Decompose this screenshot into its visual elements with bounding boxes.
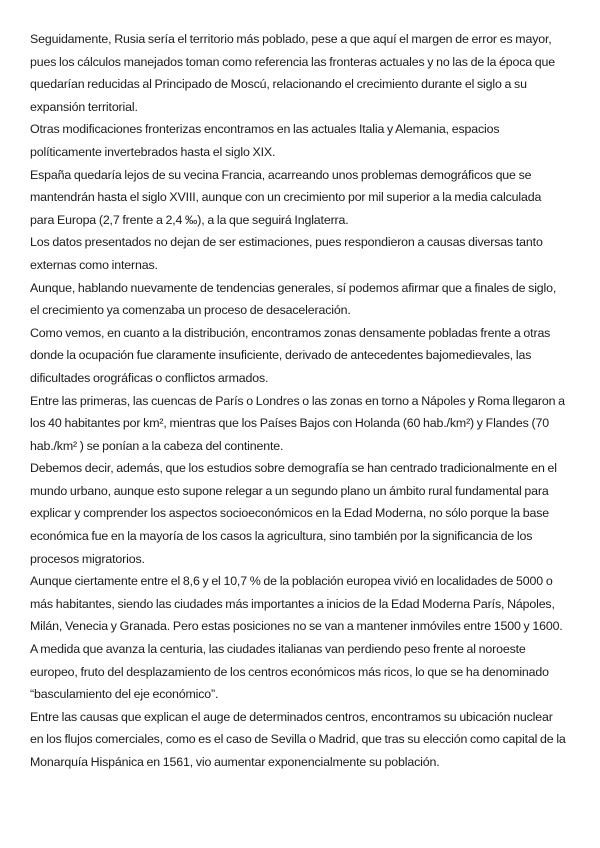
paragraph-mundo-urbano: Debemos decir, además, que los estudios sobre demografía se han centrado tradicionalmente en el mundo urbano, aunque esto supone relegar a un segundo plano un ámbito rural fundamental para explicar y comprender los aspectos socioeconómicos en la Edad Moderna, no sólo porque la base económica fue en la mayoría de los casos la agricultura, sino también por la significancia de los procesos migratorios. (30, 461, 557, 566)
paragraph-italia-alemania: Otras modificaciones fronterizas encontramos en las actuales Italia y Alemania, espacios políticamente invertebrados hasta el siglo XIX. (30, 122, 500, 159)
paragraph-ciudades: Aunque ciertamente entre el 8,6 y el 10,7 % de la población europea vivió en localidades de 5000 o más habitantes, siendo las ciudades más importantes a inicios de la Edad Moderna París, Nápoles, Milán, Venecia y Granada. Pero estas posiciones no se van a mantener inmóviles entre 1500 y 1600. (30, 574, 563, 634)
document-page (30, 28, 568, 774)
paragraph-basculamiento: A medida que avanza la centuria, las ciudades italianas van perdiendo peso frente al noroeste europeo, fruto del desplazamiento de los centros económicos más ricos, lo que se ha denominado “basculamiento del eje económico”. (30, 642, 549, 702)
paragraph-distribucion: Como vemos, en cuanto a la distribución, encontramos zonas densamente pobladas frente a otras donde la ocupación fue claramente insuficiente, derivado de antecedentes bajomedievales, las dificultades orográficas o conflictos armados. (30, 325, 551, 385)
paragraph-sevilla-madrid: Entre las causas que explican el auge de determinados centros, encontramos su ubicación nuclear en los flujos comerciales, como es el caso de Sevilla o Madrid, que tras su elección como capital de la Monarquía Hispánica en 1561, vio aumentar exponencialmente su población. (30, 709, 566, 769)
paragraph-rusia: Seguidamente, Rusia sería el territorio más poblado, pese a que aquí el margen de error es mayor, pues los cálculos manejados toman como referencia las fronteras actuales y no las de la época que quedarían reducidas al Principado de Moscú, relacionando el crecimiento durante el siglo a su expansión territorial. (30, 32, 556, 114)
paragraph-densidad: Entre las primeras, las cuencas de París o Londres o las zonas en torno a Nápoles y Roma llegaron a los 40 habitantes por km², mientras que los Países Bajos con Holanda (60 hab./km²) y Flandes (70 hab./km² ) se ponían a la cabeza del continente. (30, 393, 565, 453)
paragraph-espana: España quedaría lejos de su vecina Francia, acarreando unos problemas demográficos que se mantendrán hasta el siglo XVIII, aunque con un crecimiento por mil superior a la media calculada para Europa (2,7 frente a 2,4 ‰), a la que seguirá Inglaterra. (30, 167, 542, 227)
paragraph-desaceleracion: Aunque, hablando nuevamente de tendencias generales, sí podemos afirmar que a finales de siglo, el crecimiento ya comenzaba un proceso de desaceleración. (30, 280, 557, 318)
paragraph-estimaciones: Los datos presentados no dejan de ser estimaciones, pues respondieron a causas diversas tanto externas como internas. (30, 235, 543, 272)
